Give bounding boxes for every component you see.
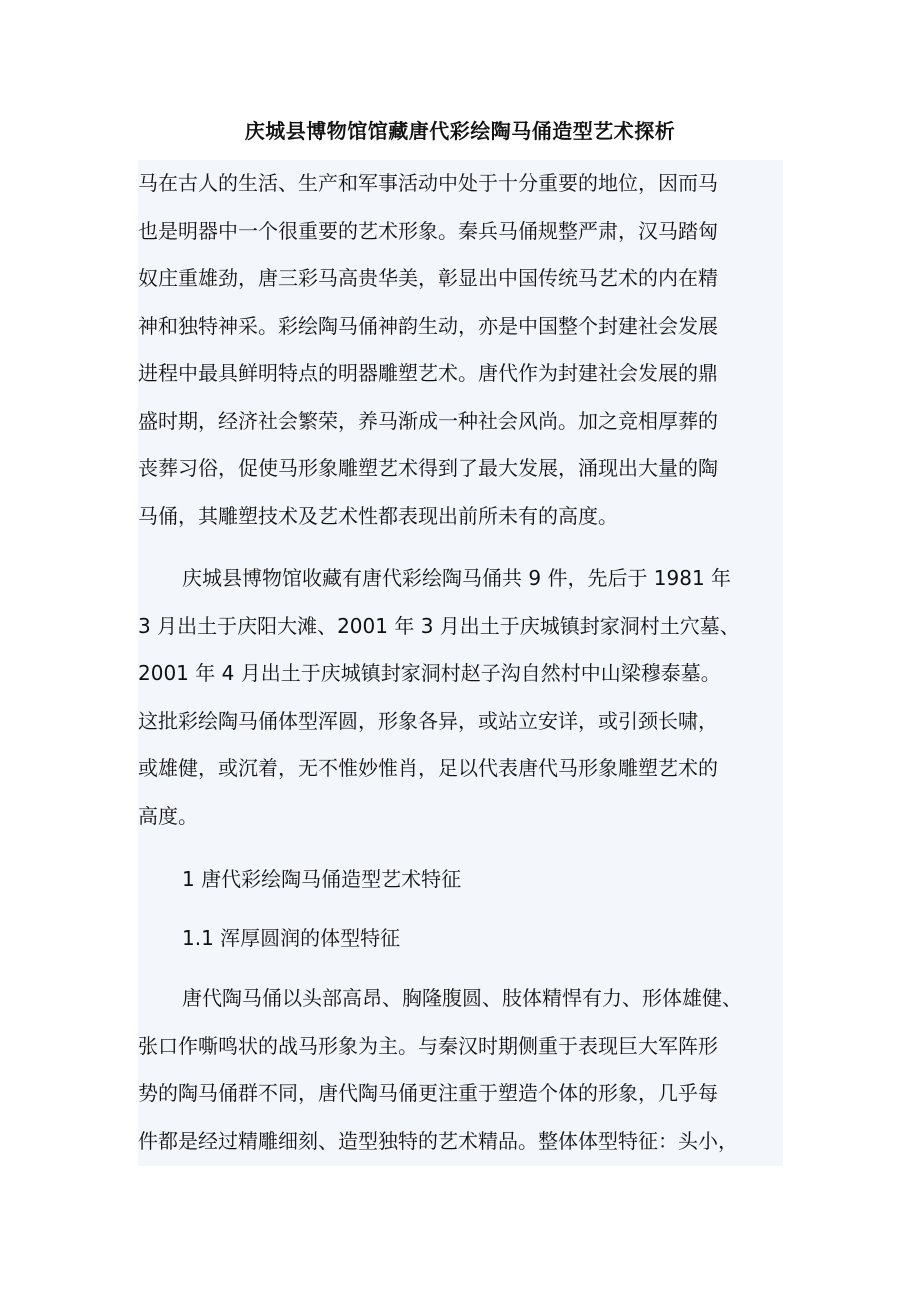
text-line: 件都是经过精雕细刻、造型独特的艺术精品。整体体型特征：头小，: [138, 1128, 738, 1153]
text-line: 唐代陶马俑以头部高昂、胸隆腹圆、肢体精悍有力、形体雄健、: [182, 986, 742, 1010]
subsection-heading: 1.1 浑厚圆润的体型特征: [182, 926, 401, 950]
text-line: 马在古人的生活、生产和军事活动中处于十分重要的地位，因而马: [138, 171, 718, 195]
text-line: 马俑，其雕塑技术及艺术性都表现出前所未有的高度。: [138, 503, 618, 528]
text-line: 2001 年 4 月出土于庆城镇封家洞村赵子沟自然村中山梁穆泰墓。: [138, 661, 721, 685]
text-line: 奴庄重雄劲，唐三彩马高贵华美，彰显出中国传统马艺术的内在精: [138, 266, 718, 290]
text-line: 张口作嘶鸣状的战马形象为主。与秦汉时期侧重于表现巨大军阵形: [138, 1033, 718, 1058]
paragraph-body-shape: [138, 975, 783, 1165]
text-line: 或雄健，或沉着，无不惟妙惟肖，足以代表唐代马形象雕塑艺术的: [138, 756, 718, 780]
text-line: 势的陶马俑群不同，唐代陶马俑更注重于塑造个体的形象，几乎每: [138, 1081, 718, 1105]
text-line: 庆城县博物馆收藏有唐代彩绘陶马俑共 9 件，先后于 1981 年: [182, 566, 732, 590]
text-line: 神和独特神采。彩绘陶马俑神韵生动，亦是中国整个封建社会发展: [138, 313, 718, 338]
text-line: 丧葬习俗，促使马形象雕塑艺术得到了最大发展，涌现出大量的陶: [138, 456, 718, 480]
document-title: 庆城县博物馆馆藏唐代彩绘陶马俑造型艺术探析: [244, 119, 676, 143]
text-line: 也是明器中一个很重要的艺术形象。秦兵马俑规整严肃，汉马踏匈: [138, 218, 718, 243]
text-line: 高度。: [138, 803, 198, 828]
text-line: 进程中最具鲜明特点的明器雕塑艺术。唐代作为封建社会发展的鼎: [138, 361, 718, 385]
section-heading: 1 唐代彩绘陶马俑造型艺术特征: [182, 867, 462, 891]
text-line: 盛时期，经济社会繁荣，养马渐成一种社会风尚。加之竞相厚葬的: [138, 408, 718, 433]
paragraph-intro: [138, 160, 783, 540]
text-line: 3 月出土于庆阳大滩、2001 年 3 月出土于庆城镇封家洞村土穴墓、: [138, 613, 740, 638]
text-line: 这批彩绘陶马俑体型浑圆，形象各异，或站立安详，或引颈长啸，: [138, 708, 718, 733]
paragraph-collection: [138, 555, 783, 840]
